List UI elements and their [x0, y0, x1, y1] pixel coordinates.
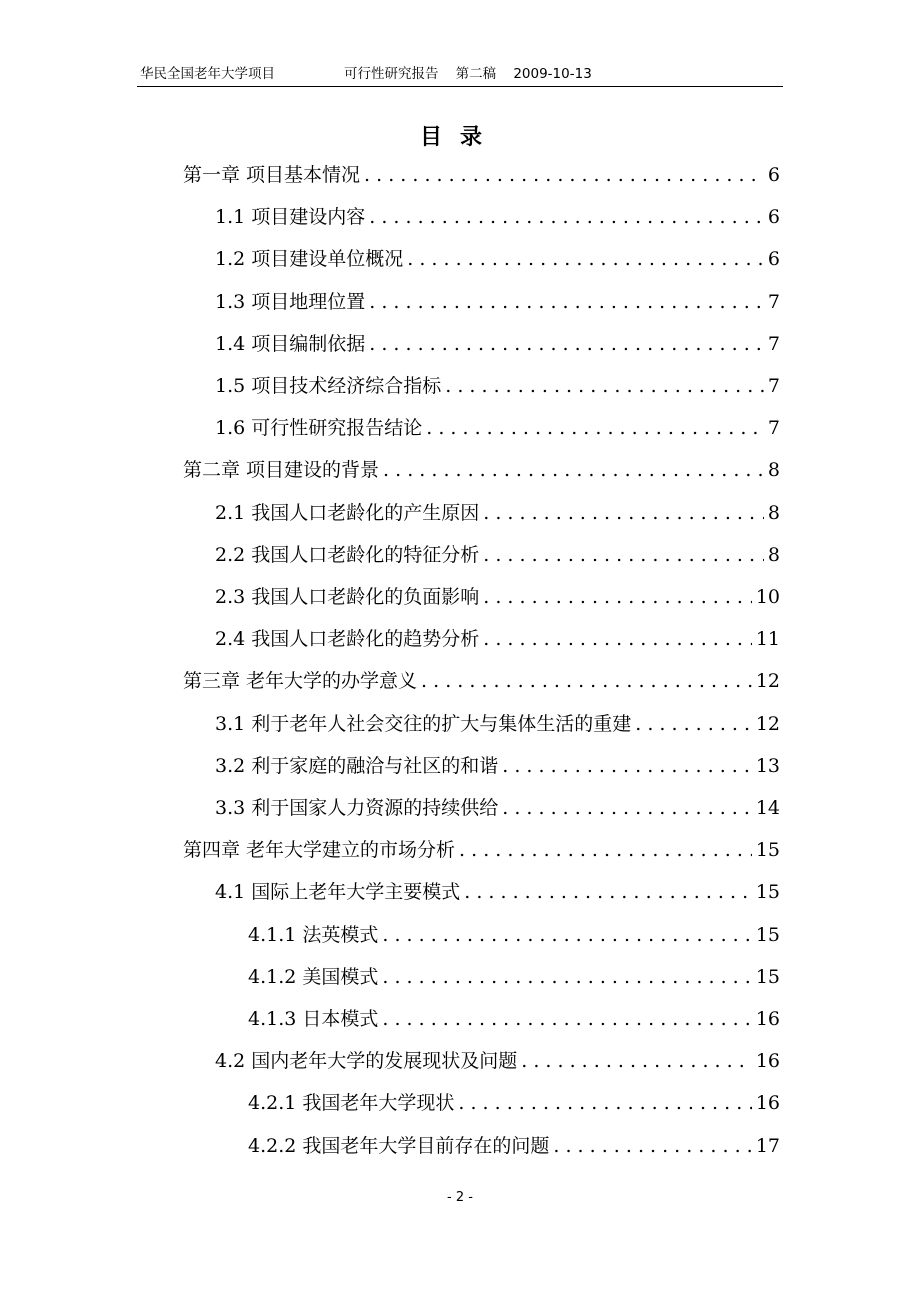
toc-leader-dots [483, 541, 764, 569]
toc-entry-page: 16 [755, 1008, 780, 1030]
toc-entry-page: 7 [767, 375, 780, 397]
toc-entry-label: 1.4 项目编制依据 [215, 333, 366, 355]
toc-entry-label: 第四章 老年大学建立的市场分析 [183, 839, 456, 861]
toc-entry[interactable] [248, 1089, 780, 1117]
toc-leader-dots [483, 583, 752, 611]
toc-entry-page: 7 [767, 291, 780, 313]
toc-leader-dots [459, 836, 752, 864]
toc-leader-dots [364, 161, 764, 189]
toc-entry-page: 16 [755, 1092, 780, 1114]
toc-entry-page: 13 [755, 755, 780, 777]
toc-title: 目录 [419, 125, 500, 150]
toc-entry[interactable] [215, 794, 780, 822]
toc-entry-label: 4.2.2 我国老年大学目前存在的问题 [248, 1135, 550, 1157]
toc-leader-dots [421, 667, 752, 695]
toc-entry[interactable] [215, 710, 780, 738]
toc-leader-dots [382, 963, 751, 991]
toc-entry-label: 4.2.1 我国老年大学现状 [248, 1092, 455, 1114]
toc-entry[interactable] [183, 667, 780, 695]
toc-entry-page: 12 [755, 670, 780, 692]
toc-leader-dots [483, 625, 752, 653]
toc-entry[interactable] [215, 203, 780, 231]
page-number: - 2 - [447, 1190, 473, 1205]
toc-entry-page: 8 [767, 502, 780, 524]
toc-entry-label: 第一章 项目基本情况 [183, 164, 361, 186]
toc-leader-dots [383, 456, 764, 484]
toc-entry-label: 4.1.3 日本模式 [248, 1008, 379, 1030]
toc-entry-label: 1.1 项目建设内容 [215, 206, 366, 228]
toc-entry-page: 6 [767, 206, 780, 228]
toc-leader-dots [382, 1005, 751, 1033]
toc-entry-label: 1.6 可行性研究报告结论 [215, 417, 423, 439]
toc-entry-label: 2.2 我国人口老龄化的特征分析 [215, 544, 480, 566]
toc-leader-dots [369, 330, 764, 358]
toc-entry[interactable] [215, 414, 780, 442]
toc-leader-dots [382, 921, 751, 949]
toc-leader-dots [464, 878, 752, 906]
toc-entry-label: 4.1.2 美国模式 [248, 966, 379, 988]
toc-entry-page: 14 [755, 797, 780, 819]
toc-entry[interactable] [248, 921, 780, 949]
toc-entry-label: 2.3 我国人口老龄化的负面影响 [215, 586, 480, 608]
toc-entry-page: 7 [767, 417, 780, 439]
toc-entry-page: 15 [755, 881, 780, 903]
toc-entry-page: 17 [755, 1135, 780, 1157]
toc-entry-page: 6 [767, 164, 780, 186]
toc-entry[interactable] [215, 330, 780, 358]
toc-entry-page: 11 [755, 628, 780, 650]
toc-entry-label: 2.1 我国人口老龄化的产生原因 [215, 502, 480, 524]
toc-entry-page: 8 [767, 544, 780, 566]
toc-entry[interactable] [183, 456, 780, 484]
toc-entry-label: 1.5 项目技术经济综合指标 [215, 375, 442, 397]
toc-entry-label: 第三章 老年大学的办学意义 [183, 670, 418, 692]
toc-entry-page: 6 [767, 248, 780, 270]
toc-leader-dots [635, 710, 752, 738]
toc-entry[interactable] [248, 1005, 780, 1033]
toc-entry[interactable] [215, 1047, 780, 1075]
toc-leader-dots [502, 794, 752, 822]
toc-entry-page: 15 [755, 839, 780, 861]
toc-entry[interactable] [215, 288, 780, 316]
toc-leader-dots [426, 414, 764, 442]
toc-entry-label: 4.1.1 法英模式 [248, 924, 379, 946]
toc-entry-page: 16 [755, 1050, 780, 1072]
toc-entry-label: 3.1 利于老年人社会交往的扩大与集体生活的重建 [215, 713, 632, 735]
toc-entry-label: 2.4 我国人口老龄化的趋势分析 [215, 628, 480, 650]
toc-entry-label: 3.2 利于家庭的融洽与社区的和谐 [215, 755, 499, 777]
toc-leader-dots [521, 1047, 752, 1075]
toc-entry-page: 12 [755, 713, 780, 735]
toc-entry-page: 7 [767, 333, 780, 355]
toc-entry-page: 15 [755, 924, 780, 946]
toc-entry[interactable] [215, 499, 780, 527]
toc-entry[interactable] [215, 245, 780, 273]
header-project-name: 华民全国老年大学项目 [140, 66, 275, 82]
toc-entry[interactable] [215, 583, 780, 611]
header-report-info: 可行性研究报告 第二稿 2009-10-13 [344, 66, 592, 82]
toc-leader-dots [483, 499, 764, 527]
toc-entry[interactable] [183, 161, 780, 189]
toc-entry-label: 1.3 项目地理位置 [215, 291, 366, 313]
toc-leader-dots [502, 752, 752, 780]
toc-entry-label: 3.3 利于国家人力资源的持续供给 [215, 797, 499, 819]
toc-entry[interactable] [183, 836, 780, 864]
toc-entry-label: 1.2 项目建设单位概况 [215, 248, 404, 270]
toc-entry[interactable] [248, 1132, 780, 1160]
toc-entry[interactable] [215, 878, 780, 906]
toc-entry-page: 8 [767, 459, 780, 481]
toc-entry[interactable] [215, 372, 780, 400]
toc-entry-page: 10 [755, 586, 780, 608]
toc-leader-dots [407, 245, 764, 273]
toc-entry-page: 15 [755, 966, 780, 988]
toc-entry[interactable] [215, 752, 780, 780]
toc-leader-dots [458, 1089, 751, 1117]
toc-entry-label: 第二章 项目建设的背景 [183, 459, 380, 481]
toc-leader-dots [553, 1132, 751, 1160]
toc-leader-dots [369, 203, 764, 231]
toc-entry[interactable] [215, 625, 780, 653]
toc-entry-label: 4.2 国内老年大学的发展现状及问题 [215, 1050, 518, 1072]
toc-leader-dots [369, 288, 764, 316]
toc-leader-dots [445, 372, 764, 400]
toc-entry-label: 4.1 国际上老年大学主要模式 [215, 881, 461, 903]
toc-entry[interactable] [215, 541, 780, 569]
toc-entry[interactable] [248, 963, 780, 991]
